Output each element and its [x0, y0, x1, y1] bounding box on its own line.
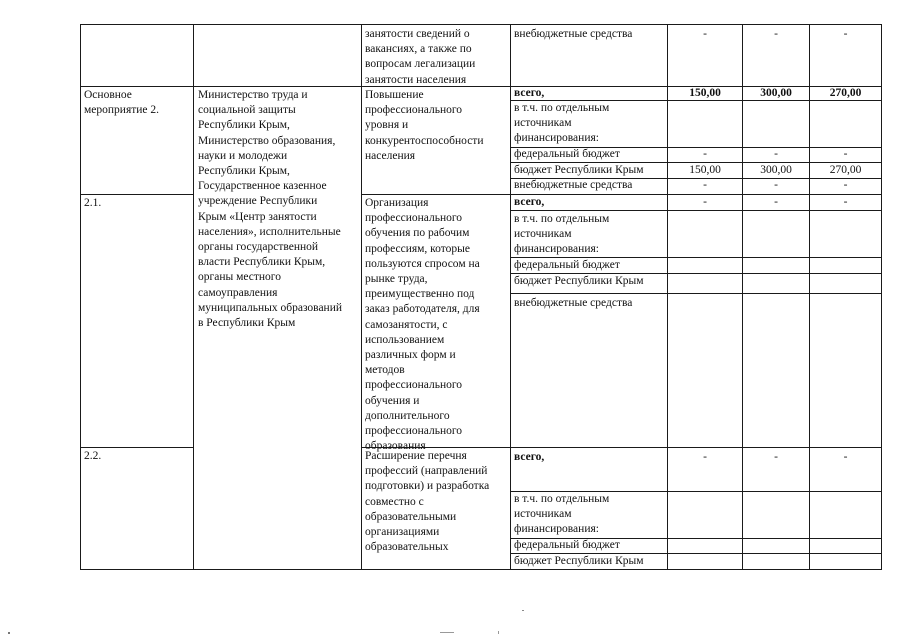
r21-extra-label: внебюджетные средства — [514, 297, 633, 309]
scan-speck — [440, 632, 454, 633]
r22-republic-label: бюджет Республики Крым — [514, 555, 644, 567]
r21-federal-label: федеральный бюджет — [514, 259, 620, 271]
r22-total-2: - — [774, 451, 778, 463]
main-extra-1: - — [703, 179, 707, 191]
main-federal-1: - — [703, 148, 707, 160]
r21-total-3: - — [843, 196, 848, 208]
main-federal-label: федеральный бюджет — [514, 148, 620, 160]
main-executor: Министерство труда и социальной защиты Республики Крым, Министерство образования, науки и молодежи Республики Крым, Государственное казенное учреждение Республики Крым «Центр занятости населения», исполнительные органы государственной власти Республики Крым, органы местного самоуправления муниципальных образований в Республики Крым — [198, 89, 343, 330]
main-total-2: 300,00 — [760, 87, 792, 99]
r22-total-label: всего, — [514, 451, 545, 463]
main-federal-2: - — [774, 148, 778, 160]
main-measure: Повышение профессионального уровня и конкурентоспособности населения — [365, 89, 484, 162]
row0-measure-tail: занятости сведений о вакансиях, а также по вопросам легализации занятости населения — [365, 28, 476, 86]
main-total-1: 150,00 — [689, 87, 721, 99]
r22-measure: Расширение перечня профессий (направлений подготовки) и разработка совместно с образовательными организациями образовательных — [365, 450, 490, 554]
main-republic-2: 300,00 — [760, 164, 792, 176]
scan-speck — [8, 632, 10, 634]
main-republic-3: 270,00 — [829, 164, 862, 176]
main-total-3: 270,00 — [829, 87, 862, 99]
row0-value-3: - — [843, 28, 848, 40]
r21-total-2: - — [774, 196, 778, 208]
r21-total-1: - — [703, 196, 707, 208]
r21-measure: Организация профессионального обучения по рабочим профессиям, которые пользуются спросом на рынке труда, преимущественно под заказ работодателя, для самозанятости, с использованием различных форм и методов профессионального обучения и дополнительного профессионального образования — [365, 197, 480, 453]
r22-total-3: - — [843, 451, 848, 463]
main-extra-label: внебюджетные средства — [514, 179, 633, 191]
r22-total-1: - — [703, 451, 707, 463]
main-federal-3: - — [843, 148, 848, 160]
r21-total-label: всего, — [514, 196, 545, 208]
main-extra-2: - — [774, 179, 778, 191]
r22-number: 2.2. — [84, 450, 102, 462]
scan-speck — [522, 610, 524, 611]
main-number: Основное мероприятие 2. — [84, 89, 160, 117]
r22-federal-label: федеральный бюджет — [514, 539, 620, 551]
r21-number: 2.1. — [84, 197, 102, 209]
row0-value-1: - — [703, 28, 707, 40]
row0-source: внебюджетные средства — [514, 28, 633, 40]
r21-republic-label: бюджет Республики Крым — [514, 275, 644, 287]
main-republic-1: 150,00 — [689, 164, 721, 176]
main-total-label: всего, — [514, 87, 545, 99]
main-incl-label: в т.ч. по отдельным источникам финансирования: — [514, 102, 610, 145]
row0-value-2: - — [774, 28, 778, 40]
scan-speck — [498, 631, 499, 634]
main-extra-3: - — [843, 179, 848, 191]
main-republic-label: бюджет Республики Крым — [514, 164, 644, 176]
r22-incl-label: в т.ч. по отдельным источникам финансирования: — [514, 493, 610, 536]
r21-incl-label: в т.ч. по отдельным источникам финансирования: — [514, 213, 610, 256]
